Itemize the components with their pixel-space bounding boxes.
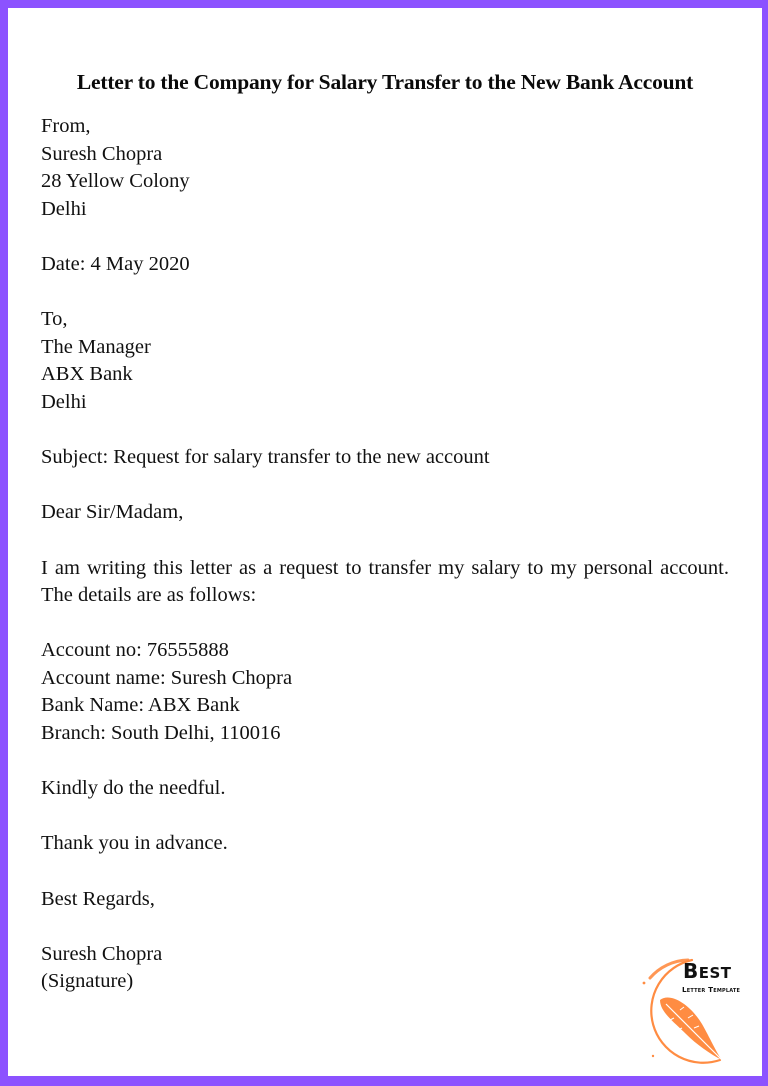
detail-branch: Branch: South Delhi, 110016	[41, 722, 281, 745]
logo-subtitle: Letter Template	[682, 985, 741, 994]
detail-account-name: Account name: Suresh Chopra	[41, 666, 293, 689]
letter-page	[8, 8, 762, 1076]
recipient-city: Delhi	[41, 390, 87, 413]
from-label: From,	[41, 115, 91, 137]
detail-account-number: Account no: 76555888	[41, 639, 229, 662]
letter-date: Date: 4 May 2020	[41, 252, 190, 275]
sender-name: Suresh Chopra	[41, 142, 163, 165]
to-label: To,	[41, 308, 68, 331]
letter-body	[41, 113, 729, 996]
subject-line: Subject: Request for salary transfer to the new account	[41, 446, 490, 469]
letter-title: Letter to the Company for Salary Transfer to the New Bank Account	[76, 70, 694, 94]
salutation: Dear Sir/Madam,	[41, 501, 184, 524]
logo-wordmark: BEST	[683, 959, 732, 983]
brand-logo	[630, 948, 760, 1078]
body-paragraph: I am writing this letter as a request to transfer my salary to my personal account. The details are as follows:	[41, 556, 729, 607]
detail-bank-name: Bank Name: ABX Bank	[41, 694, 240, 717]
sender-city: Delhi	[41, 197, 87, 220]
closing-request: Kindly do the needful.	[41, 777, 226, 800]
sender-address: 28 Yellow Colony	[41, 170, 190, 193]
recipient-title: The Manager	[41, 335, 151, 358]
closing-thanks: Thank you in advance.	[41, 832, 228, 855]
signature-label: (Signature)	[41, 970, 134, 993]
signature-name: Suresh Chopra	[41, 942, 163, 965]
closing-regards: Best Regards,	[41, 887, 155, 910]
recipient-organization: ABX Bank	[41, 363, 133, 386]
